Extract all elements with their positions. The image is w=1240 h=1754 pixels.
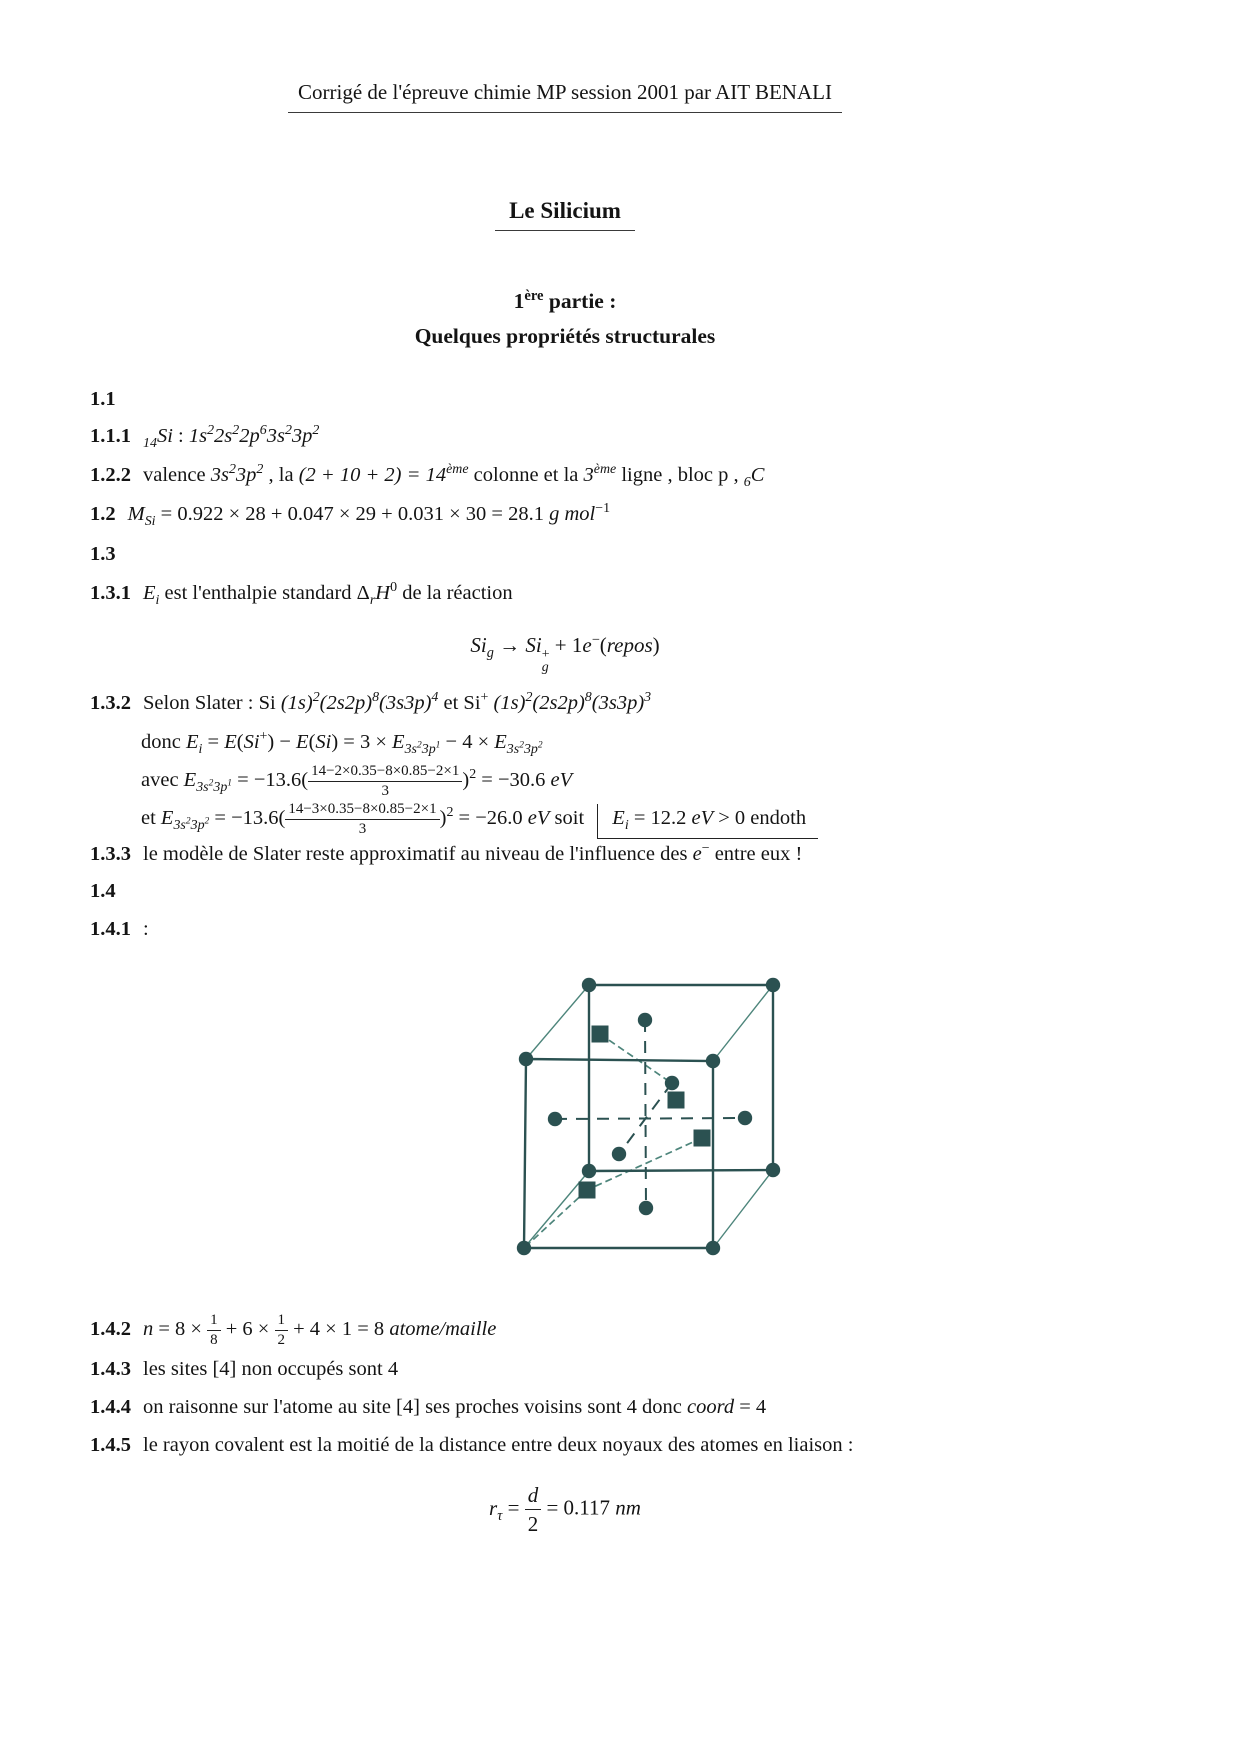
section-1-2 <box>90 501 1040 530</box>
section-text: $_{14}$Si : $1s^22s^22p^63s^23p^2$ <box>143 423 320 451</box>
section-1-4-4 <box>90 1396 1040 1419</box>
section-text: on raisonne sur l'atome au site [4] ses proches voisins sont 4 donc coord = 4 <box>143 1396 767 1418</box>
section-1-3 <box>90 543 1040 566</box>
document-header <box>90 80 1040 113</box>
section-number: 1.1 <box>90 388 116 410</box>
section-number: 1.4.3 <box>90 1358 131 1380</box>
section-1-4-2 <box>90 1312 1040 1349</box>
section-number: 1.4.1 <box>90 918 131 940</box>
section-text: : <box>143 918 149 940</box>
section-text: valence $3s^23p^2$ , la (2 + 10 + 2) = 14ème colonne et la 3ème ligne , bloc p , $_6$C <box>143 462 765 490</box>
section-text: le rayon covalent est la moitié de la distance entre deux noyaux des atomes en liaison : <box>143 1434 854 1456</box>
section-number: 1.4.5 <box>90 1434 131 1456</box>
section-number: 1.3 <box>90 543 116 565</box>
section-number: 1.3.1 <box>90 581 131 604</box>
section-text: Selon Slater : Si $(1s)^2(2s2p)^8(3s3p)^4$ et Si+ $(1s)^2(2s2p)^8(3s3p)^3$ <box>143 690 652 714</box>
main-heading: Le Silicium <box>495 198 635 231</box>
section-1-3-2-donc: donc $E_i = E(Si^+) - E(Si) = 3 \times E_{3s^23p^1} - 4 \times E_{3s^23p^2}$ <box>141 729 543 757</box>
section-text: les sites [4] non occupés sont 4 <box>143 1358 399 1380</box>
part-subtitle: Quelques propriétés structurales <box>414 324 716 348</box>
main-heading-row <box>90 198 1040 231</box>
section-1-3-3 <box>90 841 1040 866</box>
section-number: 1.2 <box>90 502 116 525</box>
section-number: 1.4.4 <box>90 1396 131 1418</box>
section-1-2-2 <box>90 462 1040 491</box>
section-1-3-1 <box>90 580 1040 609</box>
section-number: 1.2.2 <box>90 463 131 486</box>
section-1-4-1 <box>90 918 1040 941</box>
section-number: 1.3.3 <box>90 842 131 865</box>
section-number: 1.3.2 <box>90 691 131 714</box>
section-1-1 <box>90 388 1040 411</box>
section-1-3-2-avec: avec $E_{3s^23p^1} = -13.6$( $\frac{14-2\times 0.35-8\times 0.85-2\times 1}{3}$ )$^2$ = −30.6 eV <box>141 763 573 799</box>
section-1-1-1 <box>90 423 1040 452</box>
section-1-4 <box>90 880 1040 903</box>
part-title: 1ère partie : <box>513 288 617 314</box>
section-1-4-3 <box>90 1358 1040 1381</box>
section-text: n = 8 × $\frac{1}{8}$ + 6 × $\frac{1}{2}$ + 4 × 1 = 8 atome/maille <box>143 1312 497 1348</box>
equation-ionization: $Si_g \to Si$ + g + 1e−(repos) <box>470 632 660 675</box>
section-1-3-2 <box>90 690 1040 715</box>
equation-covalent-radius: $r_\tau$ = $\frac{d}{2}$ = 0.117 nm <box>489 1483 641 1537</box>
section-1-4-5 <box>90 1434 1040 1457</box>
section-text: le modèle de Slater reste approximatif au niveau de l'influence des e− entre eux ! <box>143 841 803 865</box>
document-title: Corrigé de l'épreuve chimie MP session 2001 par AIT BENALI <box>288 80 842 113</box>
section-text: $E_i$ est l'enthalpie standard $\Delta_rH^0$ de la réaction <box>143 580 513 608</box>
silicon-unit-cell-figure <box>500 962 800 1270</box>
section-1-3-2-et: et $E_{3s^23p^2} = -13.6$( $\frac{14-3\times 0.35-8\times 0.85-2\times 1}{3}$ )$^2$ = −26.0 eV soit $E_i = 12.2$ eV > 0 endoth <box>141 801 1091 839</box>
section-number: 1.4 <box>90 880 116 902</box>
section-text: $M_{Si} = 0.922 \times 28 + 0.047 \times 29 + 0.031 \times 30 = 28.1$ g mol$^{-1}$ <box>127 501 611 529</box>
section-number: 1.4.2 <box>90 1318 131 1340</box>
section-number: 1.1.1 <box>90 424 131 447</box>
